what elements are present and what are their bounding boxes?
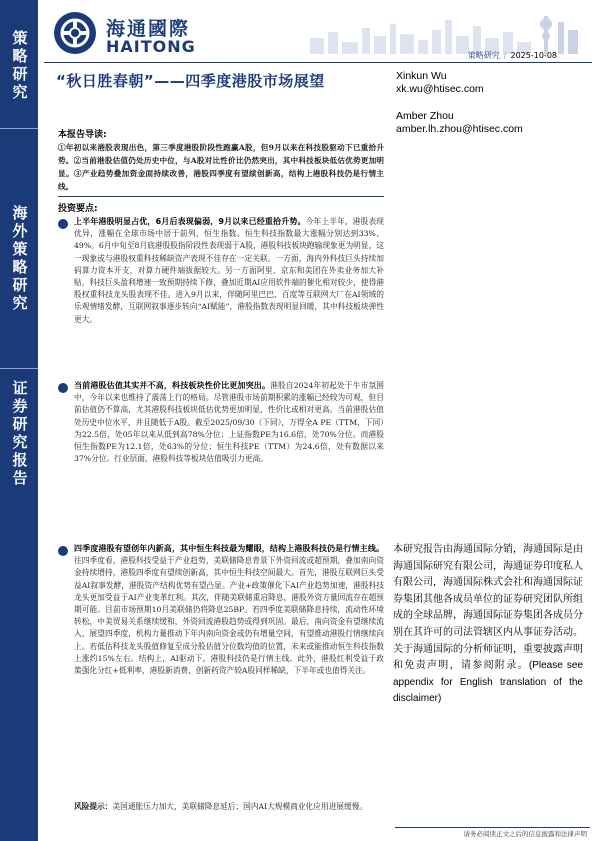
- sidebar-label: 海外策略研究: [10, 205, 29, 313]
- disclaimer-en: (Please see appendix for English translation of the disclaimer): [393, 660, 584, 705]
- sidebar-label: 证券研究报告: [10, 380, 29, 488]
- sidebar-section-securities-report: [0, 380, 38, 488]
- brand-name-en: HAITONG: [106, 37, 196, 56]
- point-body: 今年上半年，港股表现优异，涨幅在全球市场中居于前列，恒生指数、恒生科技指数最大涨幅分别达到33%、49%。6月中旬至8月底港股股指阶段性表现弱于A股，港股科技板块跑输现象更为明显，这一现象或与港股权重科技稀缺资产表现不佳存在一定关联。一方面，海内外科技巨头持续加码算力资本开支，对算力硬件端拔据较大。另一方面阿里、京东和美团在外卖业务加大补贴，科技巨头盈利增速一致预期持续下修，叠加近期AI应用软件端的催化相对较少，使得港股权重科技龙头股表现不佳。进入9月以来，伴随阿里巴巴、百度等互联网大厂在AI领域的乐观情绪发酵，互联网叙事逐步转向“AI赋能”，港股指数表现明显回暖，其中科技板块弹性更大。: [74, 217, 384, 324]
- point-body: 港股自2024年初起处于牛市氛围中，今年以来也维持了震荡上行的格局。尽管港股市场前期积累的涨幅已经较为可观，但目前估值仍不算高，尤其港股科技板块低估优势更加明显，性价比或相对更高。当前港股估值处历史中位水平，并且随低于A股。截至2025/09/30（下同），万得全A PE（TTM，下同）为22.5倍，处05年以来从低到高78%分位；上证指数PE为16.6倍，处70%分位。而港股恒生指数PE为12.1倍，处63%的分位；恒生科技PE（TTM）为24.6倍，处有数据以来37%分位。行业层面，港股科技等板块估值吸引力更高。: [74, 381, 384, 464]
- author-list: [396, 70, 523, 136]
- footer-divider: [395, 827, 590, 828]
- report-title: “秋日胜春朝”——四季度港股市场展望: [56, 72, 325, 90]
- bullet-icon: [58, 546, 68, 556]
- author-name: Xinkun Wu: [396, 70, 447, 82]
- disclaimer: [393, 542, 583, 708]
- point-item: [58, 543, 384, 677]
- risk-text: 美国通胀压力加大，美联储降息延后；国内AI大规模商业化应用进展缓慢。: [112, 802, 368, 811]
- author-email[interactable]: xk.wu@htisec.com: [396, 83, 484, 95]
- point-item: [58, 216, 384, 326]
- author-name: Amber Zhou: [396, 110, 454, 122]
- haitong-logo: [52, 10, 212, 56]
- header-meta: [468, 50, 557, 61]
- point-item: [58, 380, 384, 465]
- footer-notice: 请务必阅读正文之后的信息披露和法律声明: [463, 830, 587, 838]
- summary-text: ①年初以来港股表现出色，第三季度港股阶段性跑赢A股，但9月以来在科技股驱动下已重拾升势。②当前港股估值仍处历史中位，与A股对比性价比仍然突出，其中科技板块低估优势更加明显。③产业趋势叠加资金面持续改善，港股四季度有望续创新高，结构上港股科技仍是行情主线。: [58, 143, 384, 191]
- summary-heading: 本报告导读:: [58, 130, 107, 140]
- risk-label: 风险提示：: [74, 802, 113, 811]
- point-text: [74, 380, 384, 465]
- header-divider: [44, 62, 592, 63]
- section-divider: [58, 196, 384, 197]
- bullet-icon: [58, 219, 68, 229]
- author-email[interactable]: amber.lh.zhou@htisec.com: [396, 123, 523, 135]
- point-body: 往四季度看，港股科技受益于产业趋势、美联储降息背景下外资回流或超预期，叠加南向资金持续增持，港股四季度有望续创新高，其中恒生科技空间最大。首先，港股互联网巨头受益AI叙事发酵，港股资产结构优势有望凸显。产业+政策催化下AI产业趋势加速，港股科技龙头更加受益于AI产业变革红利。其次，伴随美联储重启降息，港股外资方量回流存在超预期可能。目前市场预期10月美联储仍将降息25BP。若四季度美联储降息持续，流动性环境转松，中美贸易关系继续缓和，外资回流港股趋势或得到巩固。最后，南向资金有望继续流入，展望四季度，机构力量推动下年内南向资金或仍有增量空间，有望推动港股行情继续向上。若低估科技龙头股值修复至成分股估值分位数均值的位置，未来或能推动恒生科技指数上涨约15%左右。结构上，AI驱动下，港股科技仍是行情主线。此外，港股红利受益于政策强化分红+低利率，港股新消费、创新药资产较A股同样稀缺，下半年或也值得关注。: [74, 556, 384, 676]
- brand-name-cn: 海通國際: [106, 18, 191, 40]
- sidebar-section-overseas: [0, 205, 38, 313]
- sidebar-divider: [0, 128, 38, 129]
- risk-warning: [74, 801, 382, 813]
- disclaimer-cn: 本研究报告由海通国际分销，海通国际是由海通国际研究有限公司，海通证券印度私人有限公司，海通国际株式会社和海通国际证券集团其他各成员单位的证券研究团队所组成的全球品牌，海通国际证券集团各成员分别在其许可的司法管辖区内从事证券活动。关于海通国际的分析师证明，重要披露声明和免责声明，请参阅附录。: [393, 544, 583, 672]
- report-category: 策略研究: [467, 51, 500, 60]
- point-lead: 当前港股估值其实并不高，科技板块性价比更加突出。: [74, 381, 271, 390]
- sidebar-divider: [0, 368, 38, 369]
- point-text: [74, 543, 384, 677]
- report-date: 2025-10-08: [510, 51, 557, 60]
- point-lead: 四季度港股有望创年内新高，其中恒生科技最为耀眼，结构上港股科技仍是行情主线。: [74, 544, 384, 553]
- haitong-logo-icon: [52, 10, 98, 56]
- sidebar-section-strategy: [0, 30, 38, 102]
- point-text: [74, 216, 384, 326]
- bullet-icon: [58, 383, 68, 393]
- points-heading: 投资要点:: [58, 204, 98, 214]
- city-skyline-graphic: [300, 8, 590, 54]
- point-lead: 上半年港股明显占优，6月后表现偏弱，9月以来已经重拾升势。: [74, 217, 306, 226]
- header-separator: /: [503, 51, 507, 60]
- sidebar-label: 策略研究: [10, 30, 29, 102]
